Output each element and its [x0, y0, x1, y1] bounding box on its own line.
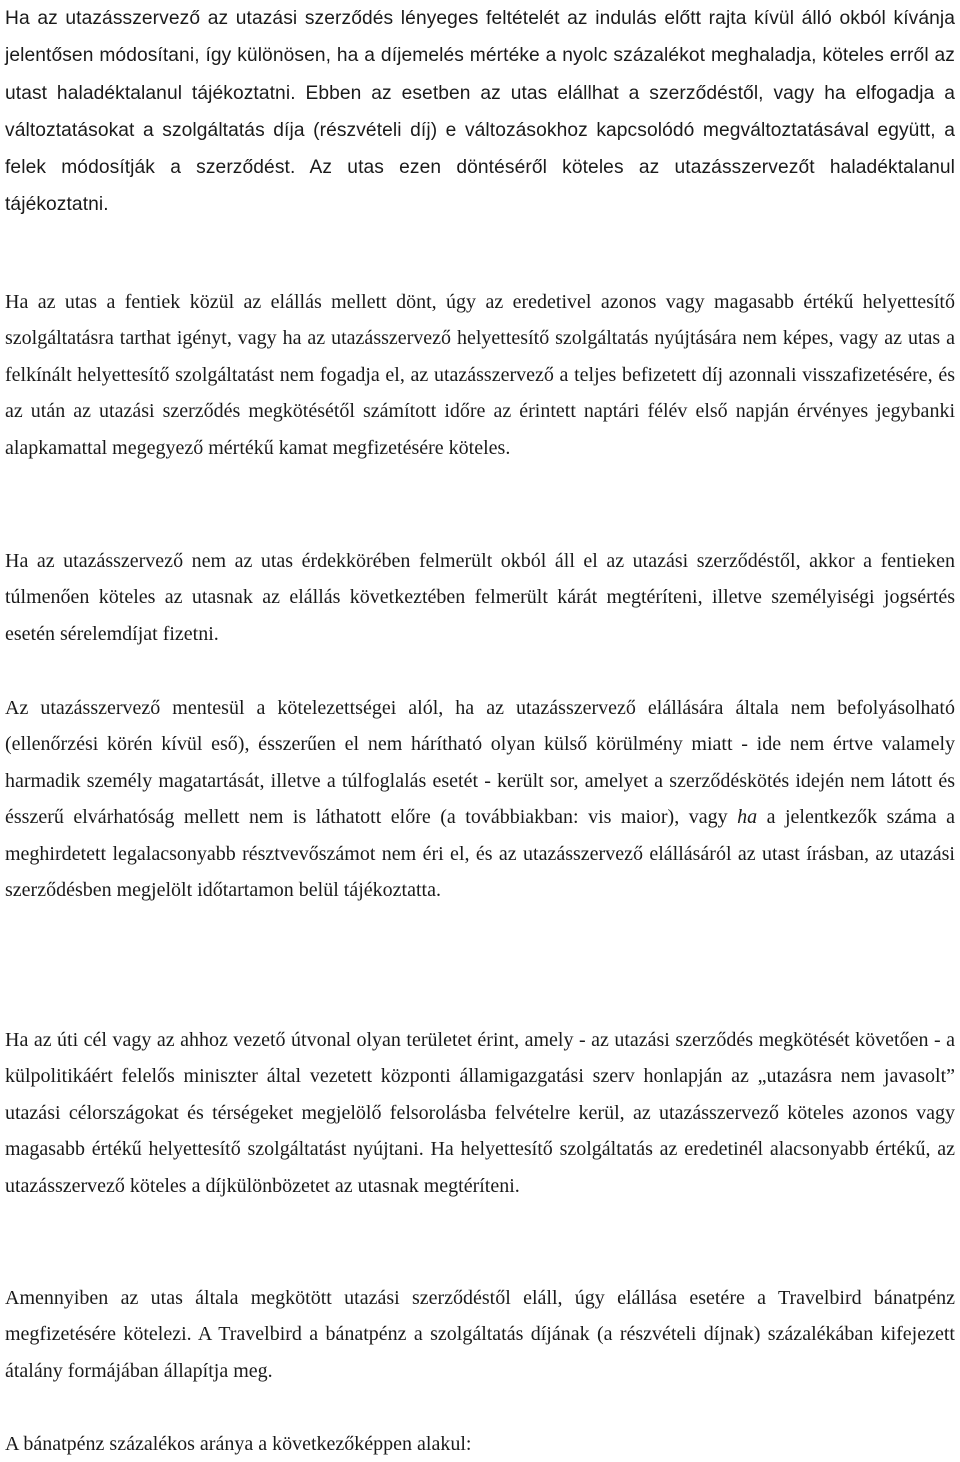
paragraph-itinerary-change	[5, 0, 955, 224]
paragraph-cancellation-fee: Amennyiben az utas általa megkötött utazási szerződéstől eláll, úgy elállása esetére a Travelbird bánatpénz megfizetésére kötelezi. A Travelbird a bánatpénz a szolgáltatás díjának (a részvételi díjnak) százalékában kifejezett átalány formájában állapítja meg.	[5, 1287, 955, 1382]
paragraph-withdrawal-rights: Ha az utas a fentiek közül az elállás mellett dönt, úgy az eredetivel azonos vagy magasabb értékű helyettesítő szolgáltatásra tarthat igényt, vagy ha az utazásszervező helyettesítő szolgáltatás nyújtására nem képes, vagy az utas a felkínált helyettesítő szolgáltatást nem fogadja el, az utazásszervező a teljes befizetett díj azonnali visszafizetésére, és az után az utazási szerződés megkötésétől számított időre az érintett naptári félév első napján érvényes jegybanki alapkamattal megegyező mértékű kamat megfizetésére köteles.	[5, 291, 955, 459]
sentence-withdraw-option: Ebben az esetben az utas elállhat a szerződéstől, vagy ha elfogadja a változtatásokat a szolgáltatás díja (részvételi díj) e változásokhoz kapcsolódó megváltoztatásával együtt, a felek módosítják a szerződést.	[5, 82, 955, 179]
paragraph-organizer-withdrawal: Ha az utazásszervező nem az utas érdekkörében felmerült okból áll el az utazási szerződéstől, akkor a fentieken túlmenően köteles az utasnak az elállás következtében felmerült kárát megtéríteni, illetve személyiségi jogsértés esetén sérelemdíjat fizetni.	[5, 550, 955, 645]
sentence-passenger-decision: Az utas ezen döntéséről köteles az utazásszervezőt haladéktalanul tájékoztatni.	[5, 157, 955, 216]
paragraph-fee-percentage-intro: A bánatpénz százalékos aránya a következőképpen alakul:	[5, 1433, 472, 1455]
paragraph-force-majeure	[5, 690, 955, 908]
force-majeure-text-end: a jelentkezők száma a meghirdetett legalacsonyabb résztvevőszámot nem éri el, és az utazásszervező elállásáról az utast írásban, az utazási szerződésben megjelölt időtartamon belül tájékoztatta.	[5, 806, 955, 902]
force-majeure-italic-word: ha	[737, 806, 758, 829]
force-majeure-text-start: Az utazásszervező mentesül a kötelezettségei alól, ha az utazásszervező elállására általa nem befolyásolható (ellenőrzési körén kívül eső), ésszerűen el nem hárítható olyan külső körülmény miatt - ide nem értve valamely harmadik személy magatartását, illetve a túlfoglalás esetét - került sor, amelyet a szerződéskötés idején nem látott és ésszerű elvárhatóság mellett nem is láthatott előre (a továbbiakban: vis maior), vagy	[5, 697, 955, 829]
sentence-change-notice: Ha az utazásszervező az utazási szerződés lényeges feltételét az indulás előtt rajta kívül álló okból kívánja jelentősen módosítani, így különösen, ha a díjemelés mértéke a nyolc százalékot meghaladja, köteles erről az utast haladéktalanul tájékoztatni.	[5, 8, 955, 104]
paragraph-travel-advisory: Ha az úti cél vagy az ahhoz vezető útvonal olyan területet érint, amely - az utazási szerződés megkötését követően - a külpolitikáért felelős miniszter által vezetett központi államigazgatási szerv honlapján az „utazásra nem javasolt” utazási célországokat és térségeket megjelölő felsorolásba felvételre kerül, az utazásszervező köteles azonos vagy magasabb értékű helyettesítő szolgáltatást nyújtani. Ha helyettesítő szolgáltatás az eredetinél alacsonyabb értékű, az utazásszervező köteles a díjkülönbözetet az utasnak megtéríteni.	[5, 1029, 955, 1197]
